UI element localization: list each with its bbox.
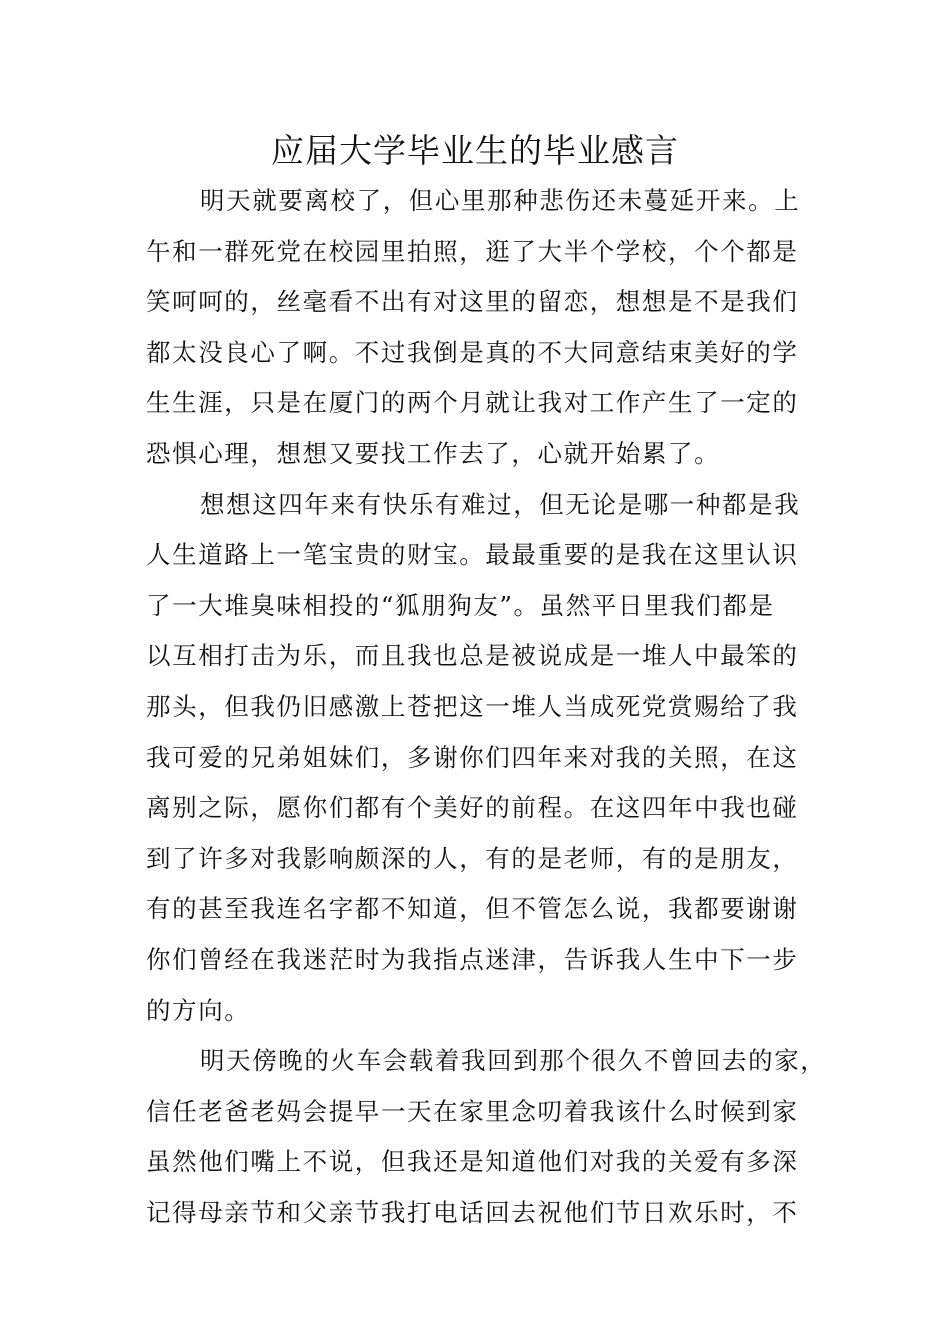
paragraph-line: 生生涯，只是在厦门的两个月就让我对工作产生了一定的 — [146, 388, 799, 418]
paragraph-line: 了一大堆臭味相投的“狐朋狗友”。虽然平日里我们都是 — [146, 590, 775, 620]
paragraph-line: 离别之际，愿你们都有个美好的前程。在这四年中我也碰 — [146, 793, 799, 823]
paragraph-line: 记得母亲节和父亲节我打电话回去祝他们节日欢乐时，不 — [146, 1197, 799, 1227]
paragraph-line: 我可爱的兄弟姐妹们，多谢你们四年来对我的关照，在这 — [146, 742, 799, 772]
paragraph-line: 想想这四年来有快乐有难过，但无论是哪一种都是我 — [200, 489, 801, 519]
paragraph-3 — [146, 1036, 826, 1238]
paragraph-line: 明天就要离校了，但心里那种悲伤还未蔓延开来。上 — [200, 186, 801, 215]
paragraph-line: 以互相打击为乐，而且我也总是被说成是一堆人中最笨的 — [146, 641, 799, 671]
paragraph-line: 有的甚至我连名字都不知道，但不管怎么说，我都要谢谢 — [146, 894, 799, 924]
paragraph-line: 信任老爸老妈会提早一天在家里念叨着我该什么时候到家 — [146, 1096, 799, 1126]
document-body — [146, 176, 826, 1238]
paragraph-line: 到了许多对我影响颇深的人，有的是老师，有的是朋友， — [146, 843, 799, 873]
paragraph-line: 你们曾经在我迷茫时为我指点迷津，告诉我人生中下一步 — [146, 944, 799, 974]
paragraph-line: 虽然他们嘴上不说，但我还是知道他们对我的关爱有多深 — [146, 1147, 799, 1177]
paragraph-line: 笑呵呵的，丝毫看不出有对这里的留恋，想想是不是我们 — [146, 287, 799, 317]
paragraph-line: 午和一群死党在校园里拍照，逛了大半个学校，个个都是 — [146, 236, 799, 266]
paragraph-line: 那头，但我仍旧感激上苍把这一堆人当成死党赏赐给了我 — [146, 691, 799, 721]
paragraph-line: 人生道路上一笔宝贵的财宝。最最重要的是我在这里认识 — [146, 540, 799, 570]
paragraph-line: 都太没良心了啊。不过我倒是真的不大同意结束美好的学 — [146, 337, 799, 367]
paragraph-line: 的方向。 — [146, 995, 251, 1025]
document-title: 应届大学毕业生的毕业感言 — [271, 131, 679, 170]
paragraph-line: 明天傍晚的火车会载着我回到那个很久不曾回去的家， — [200, 1046, 827, 1076]
paragraph-line: 恐惧心理，想想又要找工作去了，心就开始累了。 — [146, 438, 721, 468]
paragraph-1 — [146, 176, 826, 480]
paragraph-2 — [146, 480, 826, 1037]
